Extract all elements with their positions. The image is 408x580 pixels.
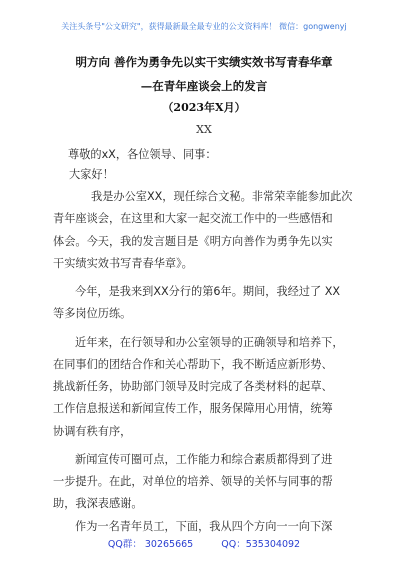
body-line: 在同事们的团结合作和关心帮助下，我不断适应新形势、 (53, 358, 333, 371)
document-date: （2023年X月） (162, 101, 246, 114)
body-line: 体会。今天，我的发言题目是《明方向善作为勇争先以实 (53, 235, 333, 248)
promo-banner-text: 关注头条号"公文研究"，获得最新最全最专业的公文资料库！ (61, 22, 277, 31)
document-subtitle: —在青年座谈会上的发言 (140, 79, 268, 93)
promo-banner-wechat: 微信：gongwenyj (276, 22, 347, 31)
footer-qq-group: QQ群： 30265665 (107, 539, 194, 550)
body-line: 干实绩实效书写青春华章》。 (53, 257, 193, 270)
body-line: 协调有秩有序， (53, 425, 132, 438)
body-line: 作为一名青年员工，下面，我从四个方向一一向下深 (75, 520, 333, 533)
footer-qq: QQ：535304092 (221, 539, 301, 550)
body-line: 挑战新任务，协助部门领导及时完成了各类材料的起草、 (53, 380, 333, 393)
body-line: 尊敬的xX，各位领导、同事： (68, 148, 217, 161)
body-line: 工作信息报送和新闻宣传工作，服务保障用心用情，统筹 (53, 402, 333, 415)
body-line: 近年来，在行领导和办公室领导的正确领导和培养下， (75, 336, 344, 349)
body-line: 等多岗位历练。 (53, 307, 132, 320)
body-line: 大家好！ (69, 168, 114, 181)
body-line: 今年，是我来到XX分行的第6年。期间，我经过了 XX (75, 285, 341, 298)
promo-banner (0, 21, 408, 32)
page-footer (0, 536, 408, 550)
document-title: 明方向 善作为勇争先以实干实绩实效书写青春华章 (75, 55, 333, 69)
document-author: XX (196, 123, 212, 136)
body-line: 一步提升。在此，对单位的培养、领导的关怀与同事的帮 (53, 475, 333, 488)
body-line: 我是办公室XX，现任综合文秘。非常荣幸能参加此次 (91, 190, 353, 203)
body-line: 新闻宣传可圈可点，工作能力和综合素质都得到了进 (75, 453, 333, 466)
body-line: 青年座谈会，在这里和大家一起交流工作中的一些感悟和 (53, 212, 333, 225)
body-line: 助，我深表感谢。 (53, 497, 143, 510)
